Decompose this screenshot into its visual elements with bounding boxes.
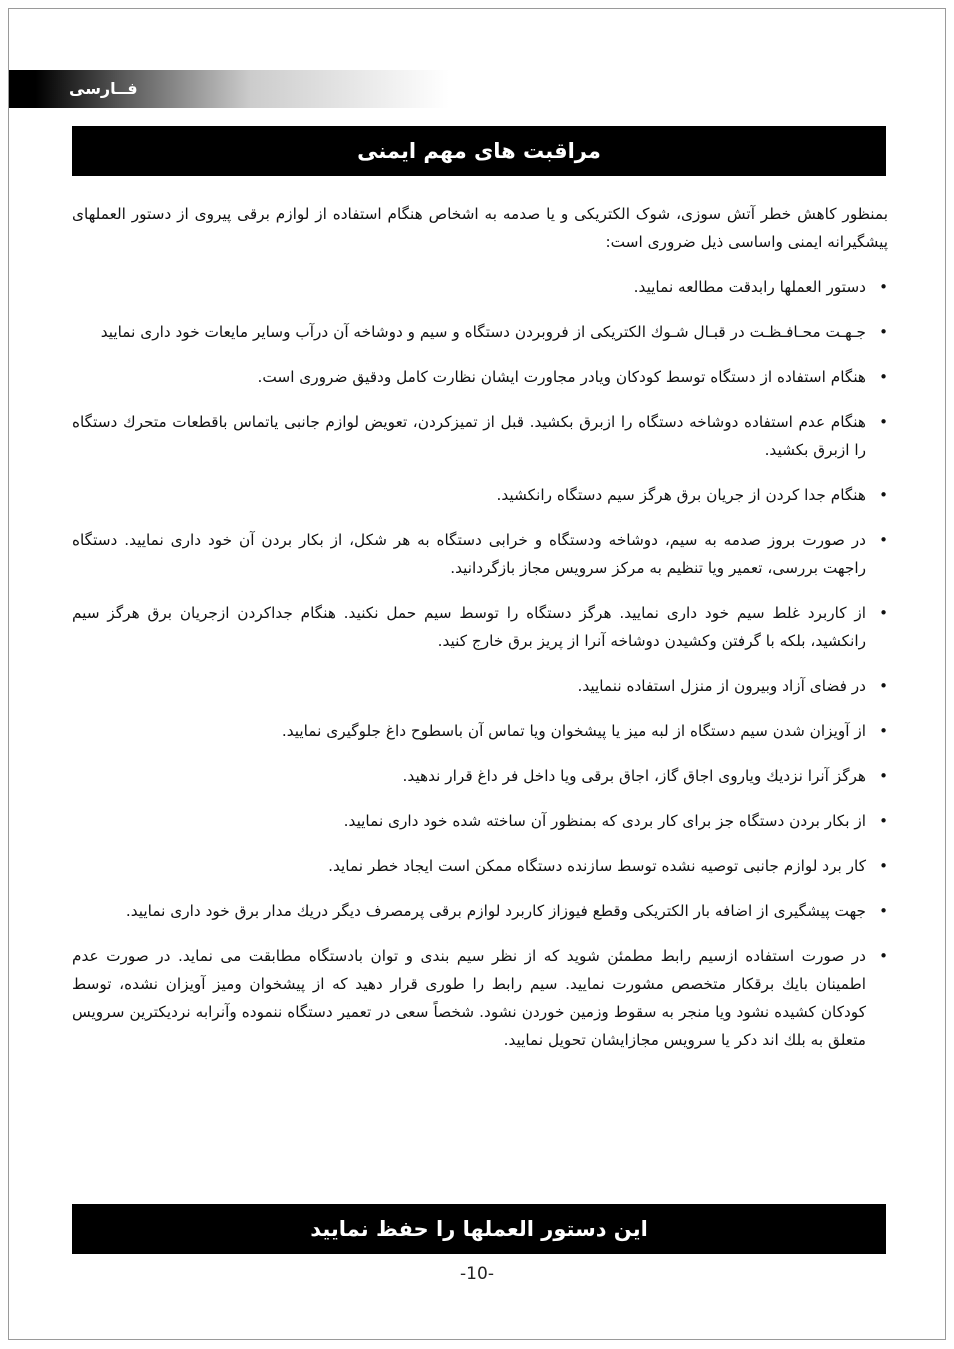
bullet-icon: • (879, 278, 888, 296)
list-item (72, 717, 888, 745)
safety-list (72, 273, 888, 1054)
list-item-text: هنگام جدا کردن از جریان برق هرگز سیم دستگاه رانکشید. (496, 486, 866, 504)
list-item (72, 526, 888, 582)
language-header-bar (9, 70, 449, 108)
list-item-text: هرگز آنرا نزدیك ویاروی اجاق گاز، اجاق برقی ویا داخل فر داغ قرار ندهید. (402, 767, 866, 785)
list-item (72, 942, 888, 1054)
bullet-icon: • (879, 677, 888, 695)
list-item (72, 807, 888, 835)
footer-title: این دستور العملها را حفظ نمایید (72, 1204, 886, 1254)
language-label: فــارسی (69, 79, 138, 98)
list-item-text: از آویزان شدن سیم دستگاه از لبه میز یا پیشخوان ویا تماس آن باسطوح داغ جلوگیری نمایید. (281, 722, 866, 740)
list-item-text: جـهـت محـافـظـت در قبـال شـوك الکتریکی از فروبردن دستگاه و سیم و دوشاخه آن درآب وسایر مایعات خود داری نمایید (100, 323, 866, 341)
bullet-icon: • (879, 531, 888, 549)
list-item (72, 897, 888, 925)
list-item-text: هنگام استفاده از دستگاه توسط کودکان ویادر مجاورت ایشان نظارت کامل ودقیق ضروری است. (257, 368, 866, 386)
list-item (72, 762, 888, 790)
bullet-icon: • (879, 323, 888, 341)
bullet-icon: • (879, 812, 888, 830)
list-item (72, 408, 888, 464)
list-item (72, 672, 888, 700)
list-item (72, 481, 888, 509)
list-item-text: از بکار بردن دستگاه جز برای کار بردی که بمنظور آن ساخته شده خود داری نمایید. (343, 812, 866, 830)
bullet-icon: • (879, 767, 888, 785)
list-item-text: در صورت بروز صدمه به سیم، دوشاخه ودستگاه و خرابی دستگاه به هر شکل، از بکار بردن آن خود داری نمایید. دستگاه راجهت بررسی، تعمیر ویا تنظیم به مرکز سرویس مجاز بازگردانید. (72, 531, 866, 577)
bullet-icon: • (879, 947, 888, 965)
list-item-text: در فضای آزاد وبیرون از منزل استفاده ننمایید. (577, 677, 866, 695)
safety-content (72, 200, 888, 1054)
list-item-text: جهت پیشگیری از اضافه بار الکتریکی وقطع فیوزاز کاربرد لوازم برقی پرمصرف دیگر دریك مدار برق خود داری نمایید. (125, 902, 866, 920)
list-item (72, 273, 888, 301)
list-item (72, 318, 888, 346)
intro-paragraph: بمنظور کاهش خطر آتش سوزی، شوک الکتریکی و یا صدمه به اشخاص هنگام استفاده از لوازم برقی پیروی از دستور العملهای پیشگیرانه ایمنی واساسی ذیل ضروری است: (72, 205, 888, 251)
list-item (72, 363, 888, 391)
list-item-text: دستور العملها رابدقت مطالعه نمایید. (633, 278, 866, 296)
bullet-icon: • (879, 902, 888, 920)
list-item (72, 852, 888, 880)
list-item-text: از کاربرد غلط سیم خود داری نمایید. هرگز دستگاه را توسط سیم حمل نکنید. هنگام جداکردن ازجریان برق هرگز سیم رانکشید، بلکه با گرفتن وکشیدن دوشاخه آنرا از پریز برق خارج کنید. (72, 604, 866, 650)
bullet-icon: • (879, 722, 888, 740)
page-number: -10- (460, 1264, 494, 1284)
bullet-icon: • (879, 604, 888, 622)
bullet-icon: • (879, 486, 888, 504)
list-item-text: هنگام عدم استفاده دوشاخه دستگاه را ازبرق بکشید. قبل از تمیزکردن، تعویض لوازم جانبی یاتماس باقطعات متحرك دستگاه را ازبرق بکشید. (72, 413, 866, 459)
bullet-icon: • (879, 857, 888, 875)
bullet-icon: • (879, 413, 888, 431)
list-item-text: کار برد لوازم جانبی توصیه نشده توسط سازنده دستگاه ممکن است ایجاد خطر نماید. (328, 857, 866, 875)
bullet-icon: • (879, 368, 888, 386)
section-title: مراقبت های مهم ایمنی (72, 126, 886, 176)
list-item-text: در صورت استفاده ازسیم رابط مطمئن شوید که از نظر سیم بندی و توان بادستگاه مطابقت می نماید. در صورت عدم اطمینان بایك برقکار متخصص مشورت نمایید. سیم رابط را طوری قرار دهید که از پیشخوان ومیز آویزان نشده، توسط کودکان کشیده نشود ویا منجر به سقوط وزمین خوردن نشود. شخصاً سعی در تعمیر دستگاه ننموده وآنرابه نردیکترین سرویس متعلق به بلك اند دکر یا سرویس مجازایشان تحویل نمایید. (72, 947, 866, 1049)
list-item (72, 599, 888, 655)
